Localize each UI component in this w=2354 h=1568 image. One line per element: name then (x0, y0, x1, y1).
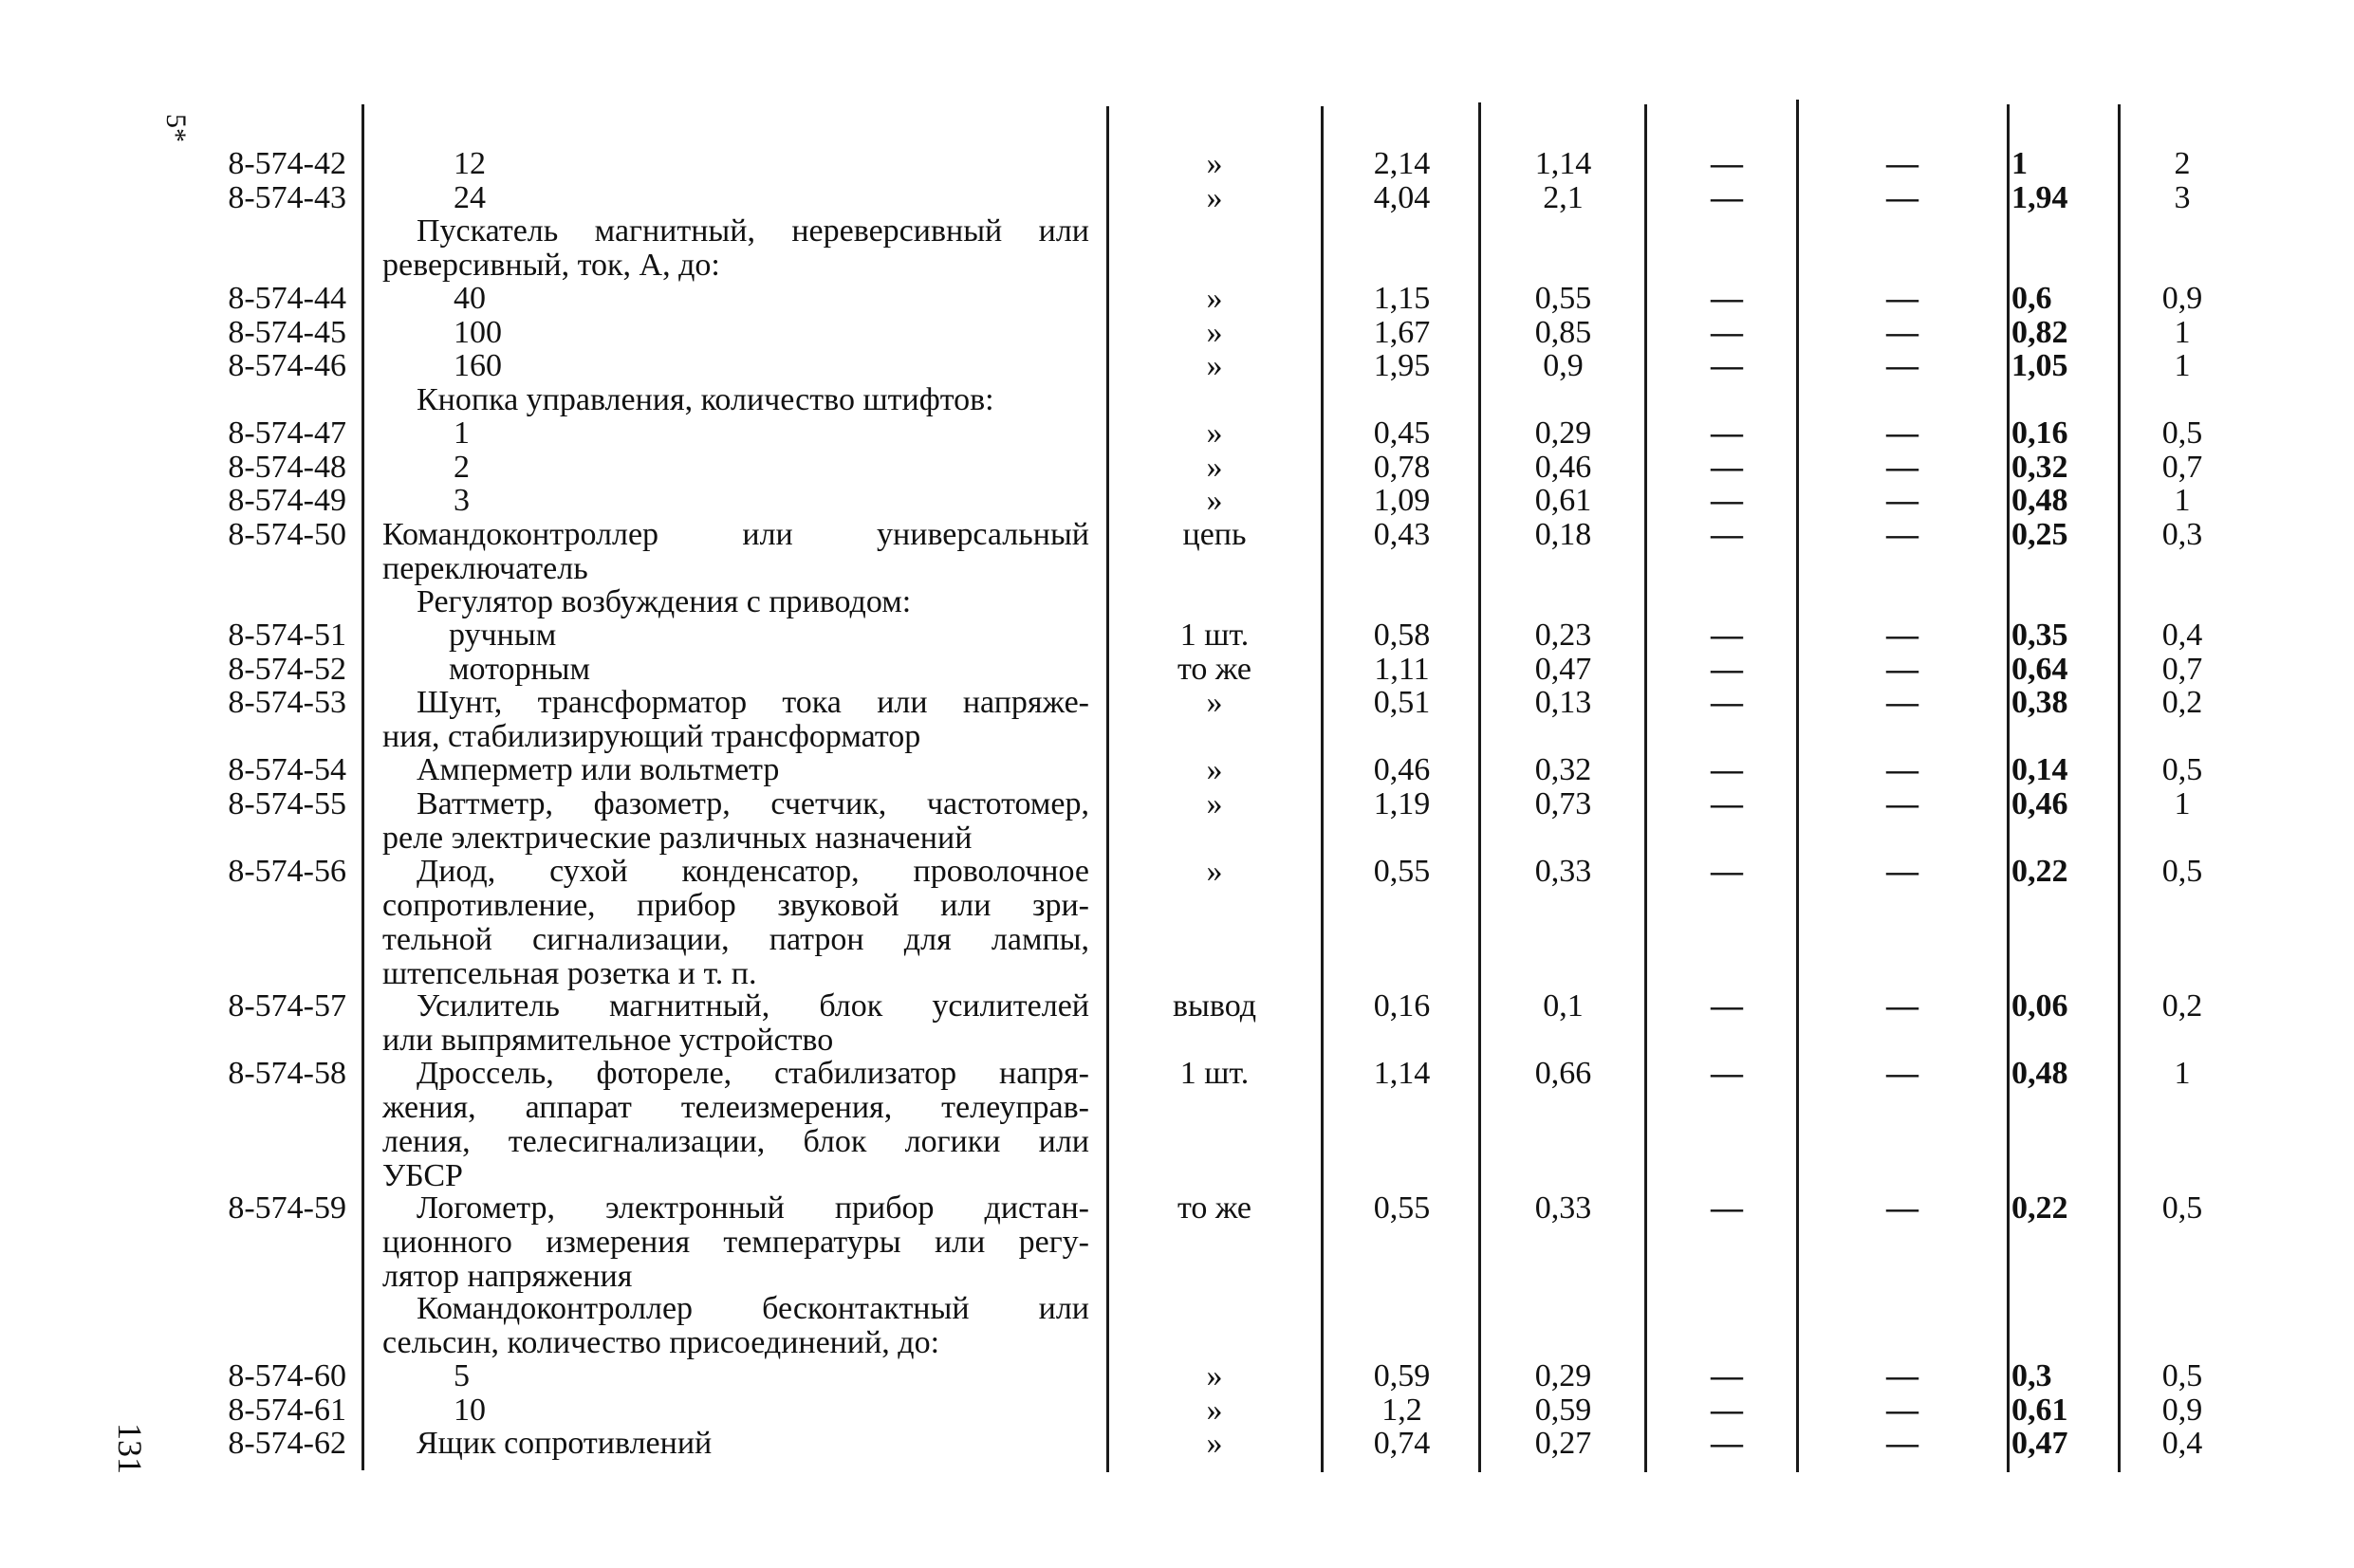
cell-v4: — (1886, 1426, 1918, 1461)
cell-unit: » (1206, 1392, 1223, 1428)
row-description (382, 1393, 1089, 1428)
cell-v3: — (1711, 752, 1743, 787)
description-line: Усилитель магнитный, блок усилителей (417, 987, 1089, 1024)
cell-unit: » (1206, 752, 1223, 787)
cell-v2: 0,9 (1543, 348, 1584, 383)
cell-v5: 0,16 (2011, 415, 2068, 451)
cell-v4: — (1886, 785, 1918, 821)
row-description (382, 618, 1089, 653)
cell-v6: 1 (2174, 314, 2191, 350)
cell-unit: » (1206, 348, 1223, 383)
cell-v2: 0,47 (1534, 651, 1592, 687)
row-code: 8-574-52 (228, 651, 346, 687)
cell-v5: 0,48 (2011, 483, 2068, 518)
row-description (382, 1427, 1089, 1461)
cell-v2: 0,33 (1534, 1190, 1592, 1226)
cell-v3: — (1711, 281, 1743, 316)
cell-v1: 0,46 (1373, 752, 1431, 787)
cell-v6: 1 (2174, 483, 2191, 518)
cell-v6: 0,2 (2161, 987, 2203, 1024)
cell-v6: 0,5 (2161, 853, 2203, 889)
cell-v1: 0,55 (1373, 1190, 1431, 1226)
column-rule-c4 (2007, 104, 2010, 1472)
row-description (382, 349, 1089, 383)
description-line: ручным (449, 618, 557, 653)
cell-v2: 0,46 (1534, 449, 1592, 485)
cell-v1: 1,09 (1373, 483, 1431, 518)
row-description (382, 484, 1089, 518)
row-description (382, 451, 1089, 485)
row-description (382, 518, 1089, 586)
cell-v6: 0,9 (2161, 281, 2203, 316)
row-description (382, 686, 1089, 754)
cell-v2: 0,13 (1534, 685, 1592, 720)
cell-unit: » (1206, 146, 1223, 181)
description-line: Диод, сухой конденсатор, проволочное (417, 853, 1089, 889)
row-code: 8-574-62 (228, 1426, 346, 1461)
cell-v3: — (1711, 516, 1743, 552)
cell-v6: 2 (2174, 146, 2191, 181)
cell-v5: 0,82 (2011, 314, 2068, 350)
description-line: Дроссель, фотореле, стабилизатор напря- (417, 1055, 1089, 1091)
cell-v6: 0,7 (2161, 449, 2203, 485)
cell-unit: » (1206, 853, 1223, 889)
row-code: 8-574-47 (228, 415, 346, 451)
cell-v5: 0,48 (2011, 1055, 2068, 1091)
cell-v5: 1,05 (2011, 348, 2068, 383)
cell-v3: — (1711, 1392, 1743, 1428)
cell-v5: 0,6 (2011, 281, 2052, 316)
description-line: лятор напряжения (382, 1258, 633, 1294)
description-line: 160 (454, 348, 502, 383)
cell-unit: » (1206, 179, 1223, 215)
margin-mark: 5* (160, 114, 192, 142)
row-code: 8-574-59 (228, 1190, 346, 1226)
cell-v1: 1,14 (1373, 1055, 1431, 1091)
description-line: 24 (454, 179, 486, 215)
description-line: Амперметр или вольтметр (417, 752, 780, 787)
row-description (382, 147, 1089, 181)
cell-v3: — (1711, 1358, 1743, 1393)
row-code: 8-574-57 (228, 987, 346, 1024)
cell-v6: 0,4 (2161, 1426, 2203, 1461)
cell-v6: 0,9 (2161, 1392, 2203, 1428)
cell-v1: 1,15 (1373, 281, 1431, 316)
cell-v1: 0,58 (1373, 618, 1431, 653)
cell-v1: 0,74 (1373, 1426, 1431, 1461)
cell-v5: 0,47 (2011, 1426, 2068, 1461)
row-description (382, 383, 1089, 417)
cell-v2: 0,23 (1534, 618, 1592, 653)
row-code: 8-574-51 (228, 618, 346, 653)
cell-v1: 0,55 (1373, 853, 1431, 889)
cell-v6: 0,5 (2161, 752, 2203, 787)
description-line: Регулятор возбуждения с приводом: (417, 583, 912, 619)
cell-v3: — (1711, 618, 1743, 653)
row-description (382, 1292, 1089, 1360)
cell-v6: 0,5 (2161, 415, 2203, 451)
cell-v3: — (1711, 1426, 1743, 1461)
row-code: 8-574-46 (228, 348, 346, 383)
cell-v1: 0,16 (1373, 987, 1431, 1024)
description-line: ления, телесигнализации, блок логики или (382, 1123, 1089, 1159)
cell-v1: 0,78 (1373, 449, 1431, 485)
row-code: 8-574-53 (228, 685, 346, 720)
row-code: 8-574-60 (228, 1358, 346, 1393)
cell-v6: 0,4 (2161, 618, 2203, 653)
cell-v3: — (1711, 987, 1743, 1024)
cell-v4: — (1886, 987, 1918, 1024)
cell-unit: то же (1177, 651, 1252, 687)
cell-unit: » (1206, 785, 1223, 821)
cell-unit: » (1206, 281, 1223, 316)
description-line: 10 (454, 1392, 486, 1428)
row-description (382, 753, 1089, 787)
description-line: 2 (454, 449, 470, 485)
cell-v2: 0,61 (1534, 483, 1592, 518)
cell-v2: 2,1 (1543, 179, 1584, 215)
row-description (382, 1359, 1089, 1393)
cell-v6: 0,5 (2161, 1190, 2203, 1226)
row-code: 8-574-58 (228, 1055, 346, 1091)
description-line: 3 (454, 483, 470, 518)
row-code: 8-574-56 (228, 853, 346, 889)
row-code: 8-574-50 (228, 516, 346, 552)
cell-unit: цепь (1182, 516, 1247, 552)
cell-v2: 1,14 (1534, 146, 1592, 181)
cell-v5: 1 (2011, 146, 2028, 181)
cell-v5: 0,22 (2011, 1190, 2068, 1226)
cell-v3: — (1711, 179, 1743, 215)
cell-unit: » (1206, 314, 1223, 350)
row-description (382, 416, 1089, 451)
cell-unit: 1 шт. (1179, 618, 1250, 653)
cell-v5: 1,94 (2011, 179, 2068, 215)
cell-v5: 0,35 (2011, 618, 2068, 653)
cell-v2: 0,55 (1534, 281, 1592, 316)
cell-v4: — (1886, 179, 1918, 215)
cell-v2: 0,27 (1534, 1426, 1592, 1461)
row-code: 8-574-61 (228, 1392, 346, 1428)
cell-v1: 2,14 (1373, 146, 1431, 181)
cell-v4: — (1886, 853, 1918, 889)
cell-v3: — (1711, 146, 1743, 181)
cell-v4: — (1886, 449, 1918, 485)
description-line: Шунт, трансформатор тока или напряже- (417, 685, 1089, 720)
description-line: реверсивный, ток, А, до: (382, 248, 720, 283)
cell-v3: — (1711, 685, 1743, 720)
cell-v4: — (1886, 685, 1918, 720)
cell-v6: 0,5 (2161, 1358, 2203, 1393)
cell-v3: — (1711, 1055, 1743, 1091)
row-description (382, 653, 1089, 687)
cell-v4: — (1886, 752, 1918, 787)
description-line: Командоконтроллер или универсальный (382, 516, 1089, 552)
row-description (382, 585, 1089, 619)
cell-v2: 0,1 (1543, 987, 1584, 1024)
column-rule-desc (1106, 106, 1109, 1472)
row-description (382, 282, 1089, 316)
row-description (382, 1057, 1089, 1193)
cell-unit: » (1206, 483, 1223, 518)
cell-v2: 0,32 (1534, 752, 1592, 787)
cell-v4: — (1886, 483, 1918, 518)
cell-v2: 0,66 (1534, 1055, 1592, 1091)
description-line: моторным (449, 651, 591, 687)
row-description (382, 989, 1089, 1058)
cell-v3: — (1711, 651, 1743, 687)
cell-unit: » (1206, 1426, 1223, 1461)
cell-v2: 0,85 (1534, 314, 1592, 350)
cell-v6: 3 (2174, 179, 2191, 215)
description-line: Ящик сопротивлений (417, 1426, 713, 1461)
row-code: 8-574-49 (228, 483, 346, 518)
description-line: штепсельная розетка и т. п. (382, 955, 757, 991)
row-description (382, 316, 1089, 350)
cell-v2: 0,29 (1534, 1358, 1592, 1393)
cell-v6: 1 (2174, 785, 2191, 821)
description-line: 5 (454, 1358, 470, 1393)
cell-v6: 0,2 (2161, 685, 2203, 720)
cell-unit: 1 шт. (1179, 1055, 1250, 1091)
cell-v5: 0,3 (2011, 1358, 2052, 1393)
cell-v1: 4,04 (1373, 179, 1431, 215)
cell-v3: — (1711, 853, 1743, 889)
description-line: Кнопка управления, количество штифтов: (417, 381, 994, 417)
description-line: Командоконтроллер бесконтактный или (417, 1291, 1089, 1326)
cell-v3: — (1711, 314, 1743, 350)
description-line: жения, аппарат телеизмерения, телеуправ- (382, 1089, 1089, 1125)
row-code: 8-574-54 (228, 752, 346, 787)
row-description (382, 214, 1089, 283)
description-line: реле электрические различных назначений (382, 820, 973, 856)
row-description (382, 787, 1089, 856)
cell-v6: 1 (2174, 348, 2191, 383)
cell-v4: — (1886, 1358, 1918, 1393)
row-code: 8-574-45 (228, 314, 346, 350)
description-line: ционного измерения температуры или регу- (382, 1224, 1089, 1260)
description-line: ния, стабилизирующий трансформатор (382, 719, 921, 754)
cell-v5: 0,22 (2011, 853, 2068, 889)
cell-v1: 1,19 (1373, 785, 1431, 821)
cell-v4: — (1886, 618, 1918, 653)
cell-v2: 0,18 (1534, 516, 1592, 552)
description-line: тельной сигнализации, патрон для лампы, (382, 921, 1089, 957)
cell-v3: — (1711, 483, 1743, 518)
row-code: 8-574-48 (228, 449, 346, 485)
cell-v3: — (1711, 1190, 1743, 1226)
description-line: или выпрямительное устройство (382, 1022, 834, 1058)
cell-v1: 1,2 (1381, 1392, 1422, 1428)
description-line: Ваттметр, фазометр, счетчик, частотомер, (417, 785, 1089, 821)
cell-v4: — (1886, 1392, 1918, 1428)
cell-unit: » (1206, 1358, 1223, 1393)
cell-v6: 1 (2174, 1055, 2191, 1091)
cell-v1: 0,43 (1373, 516, 1431, 552)
cell-v4: — (1886, 1190, 1918, 1226)
description-line: 12 (454, 146, 486, 181)
cell-v6: 0,7 (2161, 651, 2203, 687)
cell-v4: — (1886, 415, 1918, 451)
cell-unit: вывод (1172, 987, 1257, 1024)
cell-v5: 0,25 (2011, 516, 2068, 552)
description-line: сопротивление, прибор звуковой или зри- (382, 887, 1089, 923)
row-code: 8-574-43 (228, 179, 346, 215)
cell-unit: » (1206, 449, 1223, 485)
cell-v3: — (1711, 415, 1743, 451)
cell-v6: 0,3 (2161, 516, 2203, 552)
description-line: переключатель (382, 550, 588, 586)
cell-v5: 0,14 (2011, 752, 2068, 787)
cell-v5: 0,46 (2011, 785, 2068, 821)
cell-v4: — (1886, 651, 1918, 687)
cell-v5: 0,32 (2011, 449, 2068, 485)
cell-v4: — (1886, 348, 1918, 383)
description-line: Логометр, электронный прибор дистан- (417, 1190, 1089, 1226)
cell-v1: 1,11 (1374, 651, 1430, 687)
description-line: УБСР (382, 1157, 463, 1193)
cell-v1: 1,95 (1373, 348, 1431, 383)
cell-v1: 0,51 (1373, 685, 1431, 720)
row-code: 8-574-44 (228, 281, 346, 316)
cell-v1: 0,45 (1373, 415, 1431, 451)
cell-v3: — (1711, 348, 1743, 383)
cell-v5: 0,64 (2011, 651, 2068, 687)
row-description (382, 1191, 1089, 1294)
cell-v2: 0,59 (1534, 1392, 1592, 1428)
cell-v4: — (1886, 1055, 1918, 1091)
column-rule-c2 (1644, 104, 1647, 1472)
cell-v5: 0,06 (2011, 987, 2068, 1024)
row-description (382, 181, 1089, 215)
description-line: 1 (454, 415, 470, 451)
column-rule-code (361, 104, 364, 1470)
cell-v3: — (1711, 785, 1743, 821)
description-line: Пускатель магнитный, нереверсивный или (417, 213, 1089, 249)
cell-v5: 0,61 (2011, 1392, 2068, 1428)
cell-v4: — (1886, 314, 1918, 350)
cell-v2: 0,73 (1534, 785, 1592, 821)
description-line: 100 (454, 314, 502, 350)
cell-v2: 0,33 (1534, 853, 1592, 889)
description-line: 40 (454, 281, 486, 316)
row-code: 8-574-55 (228, 785, 346, 821)
page-number: 131 (111, 1423, 149, 1474)
cell-v4: — (1886, 516, 1918, 552)
cell-unit: то же (1177, 1190, 1252, 1226)
cell-v3: — (1711, 449, 1743, 485)
description-line: сельсин, количество присоединений, до: (382, 1325, 940, 1360)
cell-v4: — (1886, 281, 1918, 316)
cell-v1: 0,59 (1373, 1358, 1431, 1393)
cell-v2: 0,29 (1534, 415, 1592, 451)
row-code: 8-574-42 (228, 146, 346, 181)
row-description (382, 855, 1089, 991)
cell-v5: 0,38 (2011, 685, 2068, 720)
cell-v1: 1,67 (1373, 314, 1431, 350)
cell-unit: » (1206, 685, 1223, 720)
cell-unit: » (1206, 415, 1223, 451)
cell-v4: — (1886, 146, 1918, 181)
